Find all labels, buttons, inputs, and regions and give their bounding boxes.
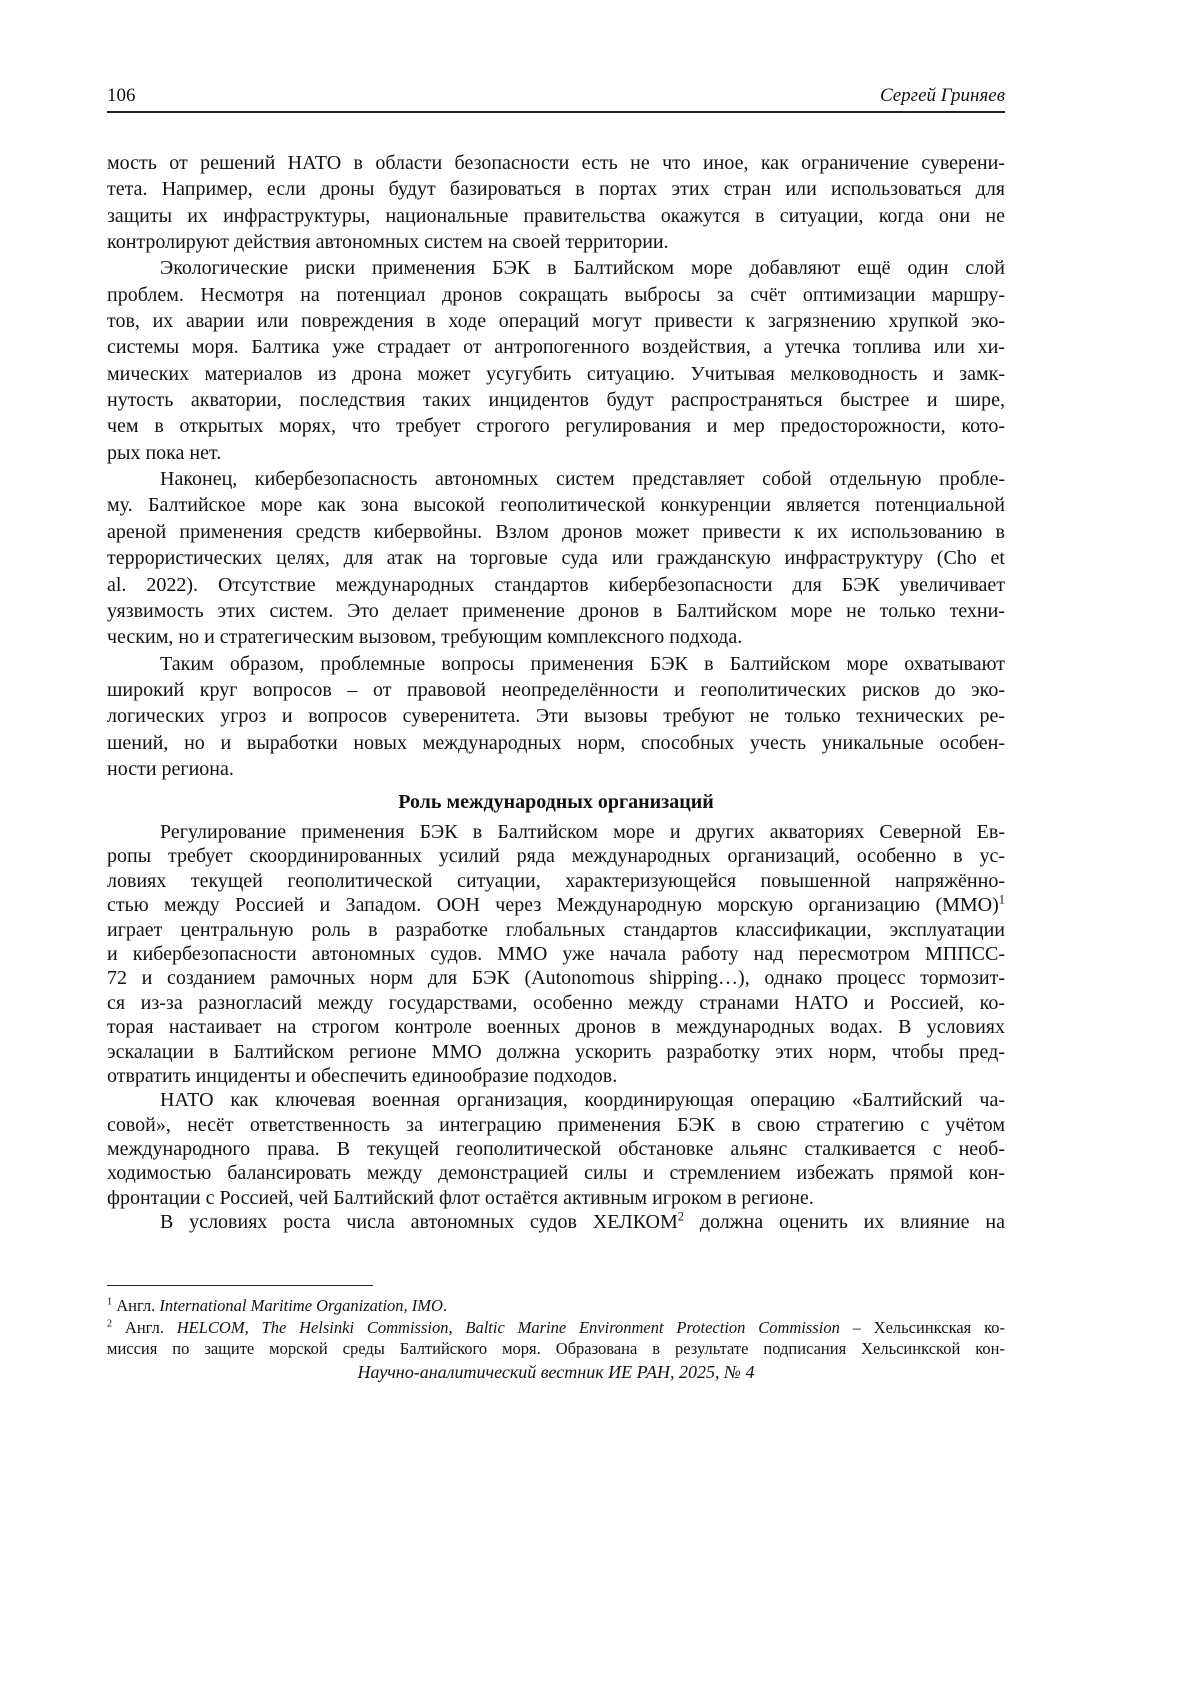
- body-text-section-2: [107, 820, 1005, 1235]
- paragraph: [107, 820, 1005, 1088]
- text-segment: совой», несёт ответственность за интеграцию применения БЭК в свою стратегию с учётом: [107, 1113, 1005, 1136]
- text-line: [107, 1295, 1005, 1317]
- text-segment: ческим, но и стратегическим вызовом, требующим комплексного подхода.: [107, 626, 743, 649]
- text-segment: ловиях текущей геополитической ситуации, характеризующейся повышенной напряжённо-: [107, 869, 1005, 892]
- text-line: [107, 387, 1005, 413]
- paragraph: [107, 255, 1005, 466]
- text-line: [107, 598, 1005, 624]
- text-segment: защиты их инфраструктуры, национальные правительства окажутся в ситуации, когда они не: [107, 204, 1005, 227]
- text-line: [107, 703, 1005, 729]
- text-segment: ности региона.: [107, 757, 234, 780]
- text-line: [107, 730, 1005, 756]
- text-line: [107, 492, 1005, 518]
- footnote-marker: 2: [677, 1209, 684, 1224]
- text-line: [107, 545, 1005, 571]
- text-line: [107, 651, 1005, 677]
- text-line: [107, 1064, 1005, 1088]
- text-line: [107, 1015, 1005, 1039]
- section-heading: Роль международных организаций: [398, 791, 714, 813]
- page-number: 106: [107, 85, 136, 106]
- header-divider: [107, 111, 1005, 113]
- text-segment: НАТО как ключевая военная организация, координирующая операцию «Балтийский ча-: [160, 1089, 1005, 1112]
- paragraph: [107, 150, 1005, 255]
- text-segment: чем в открытых морях, что требует строгого регулирования и мер предосторожности, кото-: [107, 415, 1005, 438]
- text-line: [107, 942, 1005, 966]
- text-segment: ареной применения средств кибервойны. Взлом дронов может привести к их использованию в: [107, 520, 1005, 543]
- footnote-divider: [107, 1285, 373, 1286]
- text-segment: и кибербезопасности автономных судов. ММО уже начала работу над пересмотром МППСС-: [107, 942, 1005, 965]
- italic-text: HELCOM, The Helsinki Commission, Baltic Marine Environment Protection Commission: [176, 1317, 840, 1337]
- text-segment: тов, их аварии или повреждения в ходе операций могут привести к загрязнению хрупкой эко-: [107, 310, 1005, 333]
- text-segment: му. Балтийское море как зона высокой геополитической конкуренции является потенциальной: [107, 494, 1005, 517]
- text-segment: международного права. В текущей геополитической обстановке альянс сталкивается с необ-: [107, 1138, 1005, 1161]
- text-segment: отвратить инциденты и обеспечить единообразие подходов.: [107, 1064, 618, 1087]
- journal-footer: Научно-аналитический вестник ИЕ РАН, 2025, № 4: [357, 1362, 755, 1382]
- text-line: [107, 308, 1005, 334]
- text-segment: шений, но и выработки новых международных норм, способных учесть уникальные особен-: [107, 731, 1005, 754]
- text-line: [107, 624, 1005, 650]
- text-segment: Англ.: [112, 1317, 177, 1337]
- text-segment: .: [442, 1296, 448, 1315]
- text-line: [107, 1338, 1005, 1360]
- text-segment: системы моря. Балтика уже страдает от антропогенного воздействия, а утечка топлива или хи-: [107, 336, 1005, 359]
- text-line: [107, 572, 1005, 598]
- text-segment: ходимостью балансировать между демонстрацией силы и стремлением избежать прямой кон-: [107, 1162, 1005, 1185]
- paragraph: [107, 651, 1005, 783]
- text-line: [107, 1161, 1005, 1185]
- text-segment: – Хельсинкская ко-: [839, 1317, 1005, 1337]
- text-line: [107, 334, 1005, 360]
- footnote-marker: 2: [107, 1318, 113, 1329]
- text-segment: эскалации в Балтийском регионе ММО должна ускорить разработку этих норм, чтобы пред-: [107, 1040, 1005, 1063]
- text-line: [107, 844, 1005, 868]
- text-line: [107, 869, 1005, 893]
- text-segment: В условиях роста числа автономных судов ХЕЛКОМ: [160, 1211, 678, 1234]
- text-line: [107, 466, 1005, 492]
- text-line: [107, 1317, 1005, 1339]
- paragraph: [107, 1210, 1005, 1234]
- text-line: [107, 413, 1005, 439]
- text-line: [107, 150, 1005, 176]
- text-segment: ропы требует скоординированных усилий ряда международных организаций, особенно в ус-: [107, 845, 1005, 868]
- text-segment: контролируют действия автономных систем на своей территории.: [107, 231, 669, 254]
- text-line: [107, 991, 1005, 1015]
- text-segment: Наконец, кибербезопасность автономных систем представляет собой отдельную пробле-: [160, 468, 1005, 491]
- footnote-marker: 1: [107, 1296, 113, 1308]
- text-line: [107, 1088, 1005, 1112]
- text-line: [107, 1040, 1005, 1064]
- text-segment: 72 и созданием рамочных норм для БЭК (Autonomous shipping…), однако процесс тормозит-: [107, 967, 1005, 990]
- text-segment: Англ.: [112, 1296, 160, 1315]
- text-line: [107, 203, 1005, 229]
- footnotes: [107, 1295, 1005, 1360]
- text-segment: миссия по защите морской среды Балтийского моря. Образована в результате подписания Хельсинкской кон-: [107, 1339, 1005, 1358]
- text-segment: мость от решений НАТО в области безопасности есть не что иное, как ограничение суверени-: [107, 152, 1005, 174]
- text-segment: должна оценить их влияние на: [683, 1211, 1005, 1234]
- text-line: [107, 1113, 1005, 1137]
- text-line: [107, 440, 1005, 466]
- running-header-author: Сергей Гриняев: [879, 85, 1005, 106]
- text-segment: террористических целях, для атак на торговые суда или гражданскую инфраструктуру (Cho et: [107, 547, 1005, 570]
- text-line: [107, 966, 1005, 990]
- text-segment: тета. Например, если дроны будут базироваться в портах этих стран или использоваться для: [107, 178, 1005, 201]
- text-line: [107, 918, 1005, 942]
- text-line: [107, 1210, 1005, 1234]
- text-line: [107, 1186, 1005, 1210]
- body-text-section-1: [107, 150, 1005, 782]
- text-line: [107, 1137, 1005, 1161]
- text-segment: Регулирование применения БЭК в Балтийском море и других акваториях Северной Ев-: [160, 821, 1005, 843]
- text-segment: мических материалов из дрона может усугубить ситуацию. Учитывая мелководность и замк-: [107, 362, 1005, 385]
- text-segment: фронтации с Россией, чей Балтийский флот остаётся активным игроком в регионе.: [107, 1186, 814, 1209]
- text-line: [107, 229, 1005, 255]
- text-line: [107, 820, 1005, 844]
- footnote-marker: 1: [998, 892, 1005, 907]
- text-line: [107, 893, 1005, 917]
- paragraph: [107, 1088, 1005, 1210]
- text-segment: проблем. Несмотря на потенциал дронов сокращать выбросы за счёт оптимизации маршру-: [107, 283, 1005, 306]
- italic-text: International Maritime Organization, IMO: [159, 1296, 443, 1315]
- text-segment: уязвимость этих систем. Это делает применение дронов в Балтийском море не только техни-: [107, 599, 1005, 622]
- footnote: [107, 1295, 1005, 1317]
- text-segment: играет центральную роль в разработке глобальных стандартов классификации, эксплуатации: [107, 918, 1005, 941]
- footnote: [107, 1317, 1005, 1360]
- text-segment: торая настаивает на строгом контроле военных дронов в международных водах. В условиях: [107, 1016, 1005, 1039]
- text-line: [107, 677, 1005, 703]
- text-segment: ся из-за разногласий между государствами, особенно между странами НАТО и Россией, ко-: [107, 991, 1005, 1014]
- text-line: [107, 519, 1005, 545]
- text-segment: стью между Россией и Западом. ООН через Международную морскую организацию (ММО): [107, 894, 999, 917]
- text-segment: нутость акватории, последствия таких инцидентов будут распространяться быстрее и шире,: [107, 389, 1005, 412]
- text-line: [107, 756, 1005, 782]
- text-line: [107, 255, 1005, 281]
- text-segment: Таким образом, проблемные вопросы применения БЭК в Балтийском море охватывают: [160, 652, 1005, 675]
- text-segment: al. 2022). Отсутствие международных стандартов кибербезопасности для БЭК увеличивает: [107, 573, 1005, 596]
- text-segment: широкий круг вопросов – от правовой неопределённости и геополитических рисков до эко-: [107, 678, 1005, 701]
- text-line: [107, 282, 1005, 308]
- text-line: [107, 176, 1005, 202]
- text-segment: Экологические риски применения БЭК в Балтийском море добавляют ещё один слой: [160, 257, 1005, 280]
- text-segment: рых пока нет.: [107, 441, 222, 464]
- paragraph: [107, 466, 1005, 650]
- text-segment: логических угроз и вопросов суверенитета. Эти вызовы требуют не только технических ре-: [107, 705, 1005, 728]
- text-line: [107, 361, 1005, 387]
